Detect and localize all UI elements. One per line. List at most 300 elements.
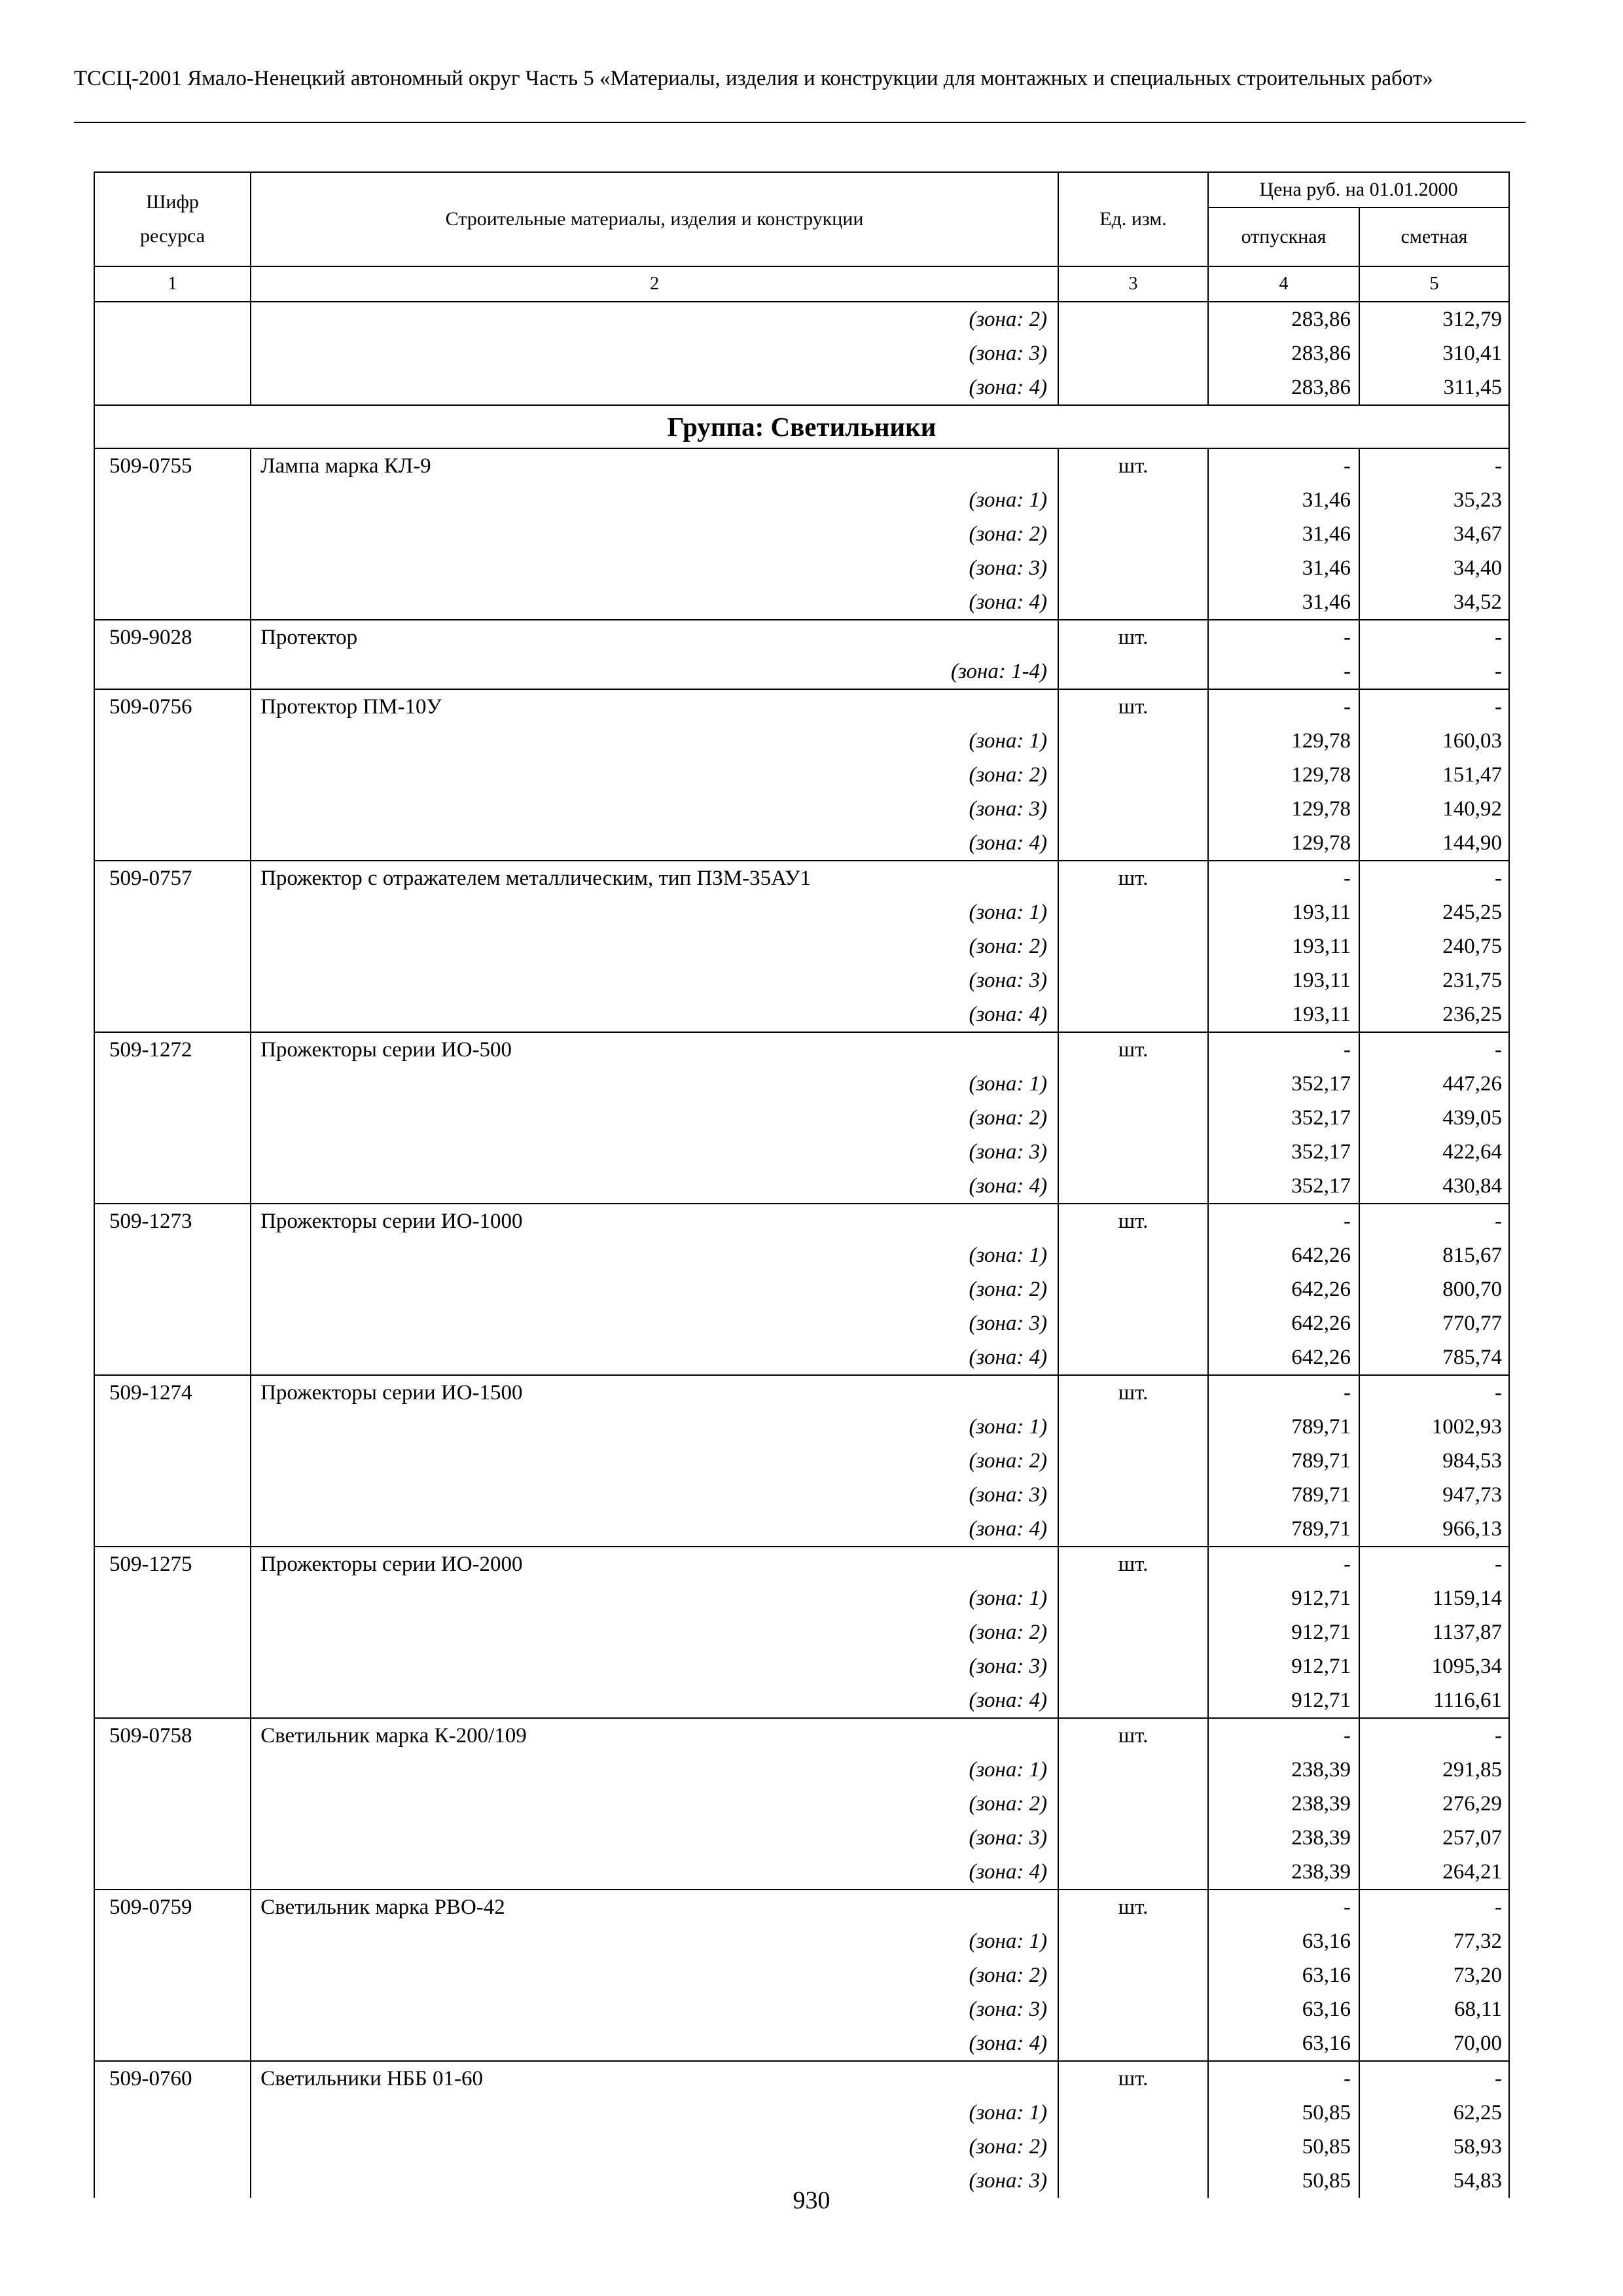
estimate-price: - bbox=[1359, 655, 1509, 689]
unit: шт. bbox=[1058, 861, 1208, 895]
resource-code-cell bbox=[94, 2026, 251, 2061]
zone-row bbox=[94, 792, 1509, 826]
zone-label: (зона: 4) bbox=[251, 585, 1058, 620]
unit-cell bbox=[1058, 724, 1208, 758]
estimate-price: - bbox=[1359, 620, 1509, 655]
release-price: 238,39 bbox=[1208, 1821, 1359, 1855]
release-price: 283,86 bbox=[1208, 336, 1359, 370]
zone-label: (зона: 2) bbox=[251, 929, 1058, 963]
table-row bbox=[94, 861, 1509, 895]
release-price: 283,86 bbox=[1208, 302, 1359, 336]
estimate-price: 439,05 bbox=[1359, 1101, 1509, 1135]
release-price: 193,11 bbox=[1208, 997, 1359, 1032]
estimate-price: 151,47 bbox=[1359, 758, 1509, 792]
estimate-price: 240,75 bbox=[1359, 929, 1509, 963]
unit-cell bbox=[1058, 1135, 1208, 1169]
resource-name: Прожекторы серии ИО-2000 bbox=[251, 1547, 1058, 1581]
release-price: 50,85 bbox=[1208, 2096, 1359, 2130]
estimate-price: 62,25 bbox=[1359, 2096, 1509, 2130]
unit-cell bbox=[1058, 585, 1208, 620]
zone-label: (зона: 1) bbox=[251, 1238, 1058, 1272]
resource-name: Протектор ПМ-10У bbox=[251, 689, 1058, 724]
zone-label: (зона: 2) bbox=[251, 758, 1058, 792]
resource-code-cell bbox=[94, 758, 251, 792]
release-price: 193,11 bbox=[1208, 963, 1359, 997]
resource-code-cell bbox=[94, 1101, 251, 1135]
zone-row bbox=[94, 585, 1509, 620]
table-row bbox=[94, 2061, 1509, 2096]
zone-row bbox=[94, 1478, 1509, 1512]
resource-code-cell bbox=[94, 302, 251, 336]
estimate-price: 34,52 bbox=[1359, 585, 1509, 620]
group-row bbox=[94, 405, 1509, 448]
table-row bbox=[94, 1204, 1509, 1238]
estimate-price: - bbox=[1359, 1890, 1509, 1924]
release-price: - bbox=[1208, 861, 1359, 895]
zone-row bbox=[94, 1306, 1509, 1340]
table-row bbox=[94, 1375, 1509, 1410]
release-price: 642,26 bbox=[1208, 1306, 1359, 1340]
zone-label: (зона: 2) bbox=[251, 1101, 1058, 1135]
estimate-price: 291,85 bbox=[1359, 1753, 1509, 1787]
zone-row bbox=[94, 1753, 1509, 1787]
resource-code: 509-1275 bbox=[94, 1547, 251, 1581]
estimate-price: 1137,87 bbox=[1359, 1615, 1509, 1649]
estimate-price: 1095,34 bbox=[1359, 1649, 1509, 1683]
col-header-price: Цена руб. на 01.01.2000 bbox=[1208, 172, 1509, 207]
zone-label: (зона: 2) bbox=[251, 517, 1058, 551]
resource-name: Светильники НББ 01-60 bbox=[251, 2061, 1058, 2096]
zone-label: (зона: 3) bbox=[251, 1821, 1058, 1855]
resource-code: 509-0760 bbox=[94, 2061, 251, 2096]
unit-cell bbox=[1058, 1924, 1208, 1958]
estimate-price: 785,74 bbox=[1359, 1340, 1509, 1375]
resource-code-cell bbox=[94, 1478, 251, 1512]
zone-label: (зона: 3) bbox=[251, 336, 1058, 370]
resource-code-cell bbox=[94, 1340, 251, 1375]
zone-label: (зона: 4) bbox=[251, 2026, 1058, 2061]
estimate-price: 245,25 bbox=[1359, 895, 1509, 929]
zone-label: (зона: 3) bbox=[251, 1478, 1058, 1512]
resource-code-cell bbox=[94, 2096, 251, 2130]
unit-cell bbox=[1058, 483, 1208, 517]
release-price: 352,17 bbox=[1208, 1135, 1359, 1169]
zone-row bbox=[94, 1855, 1509, 1890]
resource-code-cell bbox=[94, 1238, 251, 1272]
resource-code-cell bbox=[94, 1992, 251, 2026]
resource-code-cell bbox=[94, 1821, 251, 1855]
estimate-price: 257,07 bbox=[1359, 1821, 1509, 1855]
estimate-price: 1159,14 bbox=[1359, 1581, 1509, 1615]
zone-label: (зона: 1) bbox=[251, 1924, 1058, 1958]
resource-code-cell bbox=[94, 1787, 251, 1821]
unit-cell bbox=[1058, 1306, 1208, 1340]
page-number: 930 bbox=[793, 2187, 830, 2214]
release-price: 63,16 bbox=[1208, 2026, 1359, 2061]
zone-label: (зона: 1) bbox=[251, 1753, 1058, 1787]
resource-code-cell bbox=[94, 1958, 251, 1992]
table-header bbox=[94, 172, 1509, 302]
zone-row bbox=[94, 551, 1509, 585]
unit: шт. bbox=[1058, 1204, 1208, 1238]
release-price: 50,85 bbox=[1208, 2164, 1359, 2198]
estimate-price: 1002,93 bbox=[1359, 1410, 1509, 1444]
resource-name: Прожекторы серии ИО-500 bbox=[251, 1032, 1058, 1067]
resource-code: 509-0758 bbox=[94, 1718, 251, 1753]
zone-label: (зона: 2) bbox=[251, 1787, 1058, 1821]
release-price: - bbox=[1208, 1890, 1359, 1924]
release-price: - bbox=[1208, 2061, 1359, 2096]
estimate-price: 140,92 bbox=[1359, 792, 1509, 826]
release-price: - bbox=[1208, 1204, 1359, 1238]
zone-row bbox=[94, 370, 1509, 405]
resource-code-cell bbox=[94, 336, 251, 370]
zone-label: (зона: 3) bbox=[251, 551, 1058, 585]
resource-code-cell bbox=[94, 1855, 251, 1890]
zone-row bbox=[94, 1924, 1509, 1958]
zone-label: (зона: 4) bbox=[251, 997, 1058, 1032]
zone-row bbox=[94, 483, 1509, 517]
estimate-price: 70,00 bbox=[1359, 2026, 1509, 2061]
resource-name: Светильник марка К-200/109 bbox=[251, 1718, 1058, 1753]
zone-label: (зона: 4) bbox=[251, 370, 1058, 405]
release-price: - bbox=[1208, 1718, 1359, 1753]
estimate-price: 236,25 bbox=[1359, 997, 1509, 1032]
unit-cell bbox=[1058, 1855, 1208, 1890]
release-price: 912,71 bbox=[1208, 1581, 1359, 1615]
header-rule bbox=[74, 122, 1525, 123]
estimate-price: - bbox=[1359, 2061, 1509, 2096]
unit-cell bbox=[1058, 655, 1208, 689]
release-price: 283,86 bbox=[1208, 370, 1359, 405]
col-number: 3 bbox=[1058, 266, 1208, 302]
zone-row bbox=[94, 1410, 1509, 1444]
resource-code-cell bbox=[94, 655, 251, 689]
zone-row bbox=[94, 826, 1509, 861]
unit: шт. bbox=[1058, 1547, 1208, 1581]
table-row bbox=[94, 1547, 1509, 1581]
zone-row bbox=[94, 1135, 1509, 1169]
zone-row bbox=[94, 1992, 1509, 2026]
resource-name: Прожекторы серии ИО-1500 bbox=[251, 1375, 1058, 1410]
resource-code: 509-0759 bbox=[94, 1890, 251, 1924]
release-price: 642,26 bbox=[1208, 1272, 1359, 1306]
col-header-estimate: сметная bbox=[1359, 207, 1509, 266]
table-row bbox=[94, 448, 1509, 483]
release-price: 31,46 bbox=[1208, 483, 1359, 517]
zone-row bbox=[94, 2130, 1509, 2164]
resource-code: 509-0757 bbox=[94, 861, 251, 895]
zone-row bbox=[94, 724, 1509, 758]
estimate-price: 422,64 bbox=[1359, 1135, 1509, 1169]
release-price: - bbox=[1208, 1547, 1359, 1581]
release-price: 352,17 bbox=[1208, 1169, 1359, 1204]
release-price: 789,71 bbox=[1208, 1512, 1359, 1547]
resource-name: Прожекторы серии ИО-1000 bbox=[251, 1204, 1058, 1238]
unit-cell bbox=[1058, 1478, 1208, 1512]
release-price: 31,46 bbox=[1208, 585, 1359, 620]
unit-cell bbox=[1058, 2130, 1208, 2164]
unit-cell bbox=[1058, 997, 1208, 1032]
zone-label: (зона: 2) bbox=[251, 1444, 1058, 1478]
zone-row bbox=[94, 1649, 1509, 1683]
unit-cell bbox=[1058, 895, 1208, 929]
group-title: Группа: Светильники bbox=[94, 405, 1509, 448]
zone-label: (зона: 1) bbox=[251, 1067, 1058, 1101]
unit-cell bbox=[1058, 1787, 1208, 1821]
unit-cell bbox=[1058, 758, 1208, 792]
col-header-release: отпускная bbox=[1208, 207, 1359, 266]
estimate-price: - bbox=[1359, 1032, 1509, 1067]
estimate-price: 77,32 bbox=[1359, 1924, 1509, 1958]
release-price: 238,39 bbox=[1208, 1855, 1359, 1890]
unit-cell bbox=[1058, 1340, 1208, 1375]
estimate-price: 770,77 bbox=[1359, 1306, 1509, 1340]
release-price: 352,17 bbox=[1208, 1067, 1359, 1101]
unit-cell bbox=[1058, 1512, 1208, 1547]
table-row bbox=[94, 1890, 1509, 1924]
resource-code: 509-1274 bbox=[94, 1375, 251, 1410]
resource-code: 509-1273 bbox=[94, 1204, 251, 1238]
unit-cell bbox=[1058, 1238, 1208, 1272]
zone-label: (зона: 1) bbox=[251, 895, 1058, 929]
resource-code-cell bbox=[94, 929, 251, 963]
zone-label: (зона: 2) bbox=[251, 2130, 1058, 2164]
zone-label: (зона: 3) bbox=[251, 963, 1058, 997]
unit-cell bbox=[1058, 1169, 1208, 1204]
zone-row bbox=[94, 1067, 1509, 1101]
release-price: 238,39 bbox=[1208, 1787, 1359, 1821]
price-table bbox=[94, 171, 1510, 2198]
release-price: 789,71 bbox=[1208, 1410, 1359, 1444]
release-price: - bbox=[1208, 655, 1359, 689]
zone-row bbox=[94, 997, 1509, 1032]
estimate-price: - bbox=[1359, 1718, 1509, 1753]
estimate-price: 447,26 bbox=[1359, 1067, 1509, 1101]
unit-cell bbox=[1058, 929, 1208, 963]
resource-name: Светильник марка РВО-42 bbox=[251, 1890, 1058, 1924]
resource-code: 509-1272 bbox=[94, 1032, 251, 1067]
release-price: 50,85 bbox=[1208, 2130, 1359, 2164]
estimate-price: 984,53 bbox=[1359, 1444, 1509, 1478]
estimate-price: 35,23 bbox=[1359, 483, 1509, 517]
table-body bbox=[94, 302, 1509, 2198]
resource-name: Лампа марка КЛ-9 bbox=[251, 448, 1058, 483]
unit: шт. bbox=[1058, 689, 1208, 724]
unit-cell bbox=[1058, 1581, 1208, 1615]
release-price: 789,71 bbox=[1208, 1478, 1359, 1512]
release-price: 63,16 bbox=[1208, 1924, 1359, 1958]
col-header-code: Шифр ресурса bbox=[94, 172, 251, 266]
zone-label: (зона: 1) bbox=[251, 724, 1058, 758]
resource-code-cell bbox=[94, 517, 251, 551]
table-row bbox=[94, 1032, 1509, 1067]
zone-row bbox=[94, 929, 1509, 963]
estimate-price: 311,45 bbox=[1359, 370, 1509, 405]
zone-label: (зона: 2) bbox=[251, 302, 1058, 336]
resource-code-cell bbox=[94, 1649, 251, 1683]
release-price: 912,71 bbox=[1208, 1683, 1359, 1718]
zone-label: (зона: 1) bbox=[251, 1581, 1058, 1615]
unit-cell bbox=[1058, 370, 1208, 405]
unit-cell bbox=[1058, 2096, 1208, 2130]
estimate-price: 310,41 bbox=[1359, 336, 1509, 370]
zone-row bbox=[94, 1272, 1509, 1306]
col-header-name: Строительные материалы, изделия и конструкции bbox=[251, 172, 1058, 266]
zone-label: (зона: 3) bbox=[251, 2164, 1058, 2198]
unit: шт. bbox=[1058, 1375, 1208, 1410]
zone-label: (зона: 4) bbox=[251, 826, 1058, 861]
zone-label: (зона: 3) bbox=[251, 792, 1058, 826]
release-price: 63,16 bbox=[1208, 1958, 1359, 1992]
release-price: 31,46 bbox=[1208, 551, 1359, 585]
resource-code: 509-0755 bbox=[94, 448, 251, 483]
unit-cell bbox=[1058, 1649, 1208, 1683]
unit-cell bbox=[1058, 551, 1208, 585]
release-price: - bbox=[1208, 620, 1359, 655]
zone-label: (зона: 4) bbox=[251, 1512, 1058, 1547]
zone-label: (зона: 1-4) bbox=[251, 655, 1058, 689]
unit-cell bbox=[1058, 792, 1208, 826]
resource-code-cell bbox=[94, 551, 251, 585]
unit-cell bbox=[1058, 1683, 1208, 1718]
release-price: 193,11 bbox=[1208, 929, 1359, 963]
unit: шт. bbox=[1058, 2061, 1208, 2096]
estimate-price: 144,90 bbox=[1359, 826, 1509, 861]
col-number: 5 bbox=[1359, 266, 1509, 302]
estimate-price: 54,83 bbox=[1359, 2164, 1509, 2198]
unit: шт. bbox=[1058, 1032, 1208, 1067]
table-row bbox=[94, 620, 1509, 655]
col-number: 2 bbox=[251, 266, 1058, 302]
unit-cell bbox=[1058, 1821, 1208, 1855]
unit-cell bbox=[1058, 302, 1208, 336]
release-price: 912,71 bbox=[1208, 1649, 1359, 1683]
resource-code-cell bbox=[94, 1512, 251, 1547]
zone-label: (зона: 3) bbox=[251, 1649, 1058, 1683]
release-price: 129,78 bbox=[1208, 792, 1359, 826]
zone-row bbox=[94, 517, 1509, 551]
resource-code-cell bbox=[94, 1135, 251, 1169]
resource-code: 509-9028 bbox=[94, 620, 251, 655]
unit-cell bbox=[1058, 1272, 1208, 1306]
resource-code-cell bbox=[94, 1444, 251, 1478]
release-price: 352,17 bbox=[1208, 1101, 1359, 1135]
zone-row bbox=[94, 1101, 1509, 1135]
zone-row bbox=[94, 1787, 1509, 1821]
estimate-price: - bbox=[1359, 689, 1509, 724]
resource-code-cell bbox=[94, 2130, 251, 2164]
resource-code-cell bbox=[94, 724, 251, 758]
unit-cell bbox=[1058, 1067, 1208, 1101]
estimate-price: 68,11 bbox=[1359, 1992, 1509, 2026]
unit-cell bbox=[1058, 1753, 1208, 1787]
estimate-price: 264,21 bbox=[1359, 1855, 1509, 1890]
estimate-price: 312,79 bbox=[1359, 302, 1509, 336]
resource-code: 509-0756 bbox=[94, 689, 251, 724]
resource-code-cell bbox=[94, 1306, 251, 1340]
estimate-price: 276,29 bbox=[1359, 1787, 1509, 1821]
resource-code-cell bbox=[94, 585, 251, 620]
zone-label: (зона: 4) bbox=[251, 1340, 1058, 1375]
zone-row bbox=[94, 2096, 1509, 2130]
resource-name: Протектор bbox=[251, 620, 1058, 655]
resource-code-cell bbox=[94, 895, 251, 929]
zone-row bbox=[94, 336, 1509, 370]
release-price: - bbox=[1208, 1032, 1359, 1067]
resource-code-cell bbox=[94, 1067, 251, 1101]
zone-row bbox=[94, 1340, 1509, 1375]
estimate-price: 73,20 bbox=[1359, 1958, 1509, 1992]
estimate-price: 160,03 bbox=[1359, 724, 1509, 758]
zone-row bbox=[94, 1581, 1509, 1615]
resource-code-cell bbox=[94, 1683, 251, 1718]
resource-code-cell bbox=[94, 1410, 251, 1444]
zone-row bbox=[94, 1683, 1509, 1718]
unit: шт. bbox=[1058, 1718, 1208, 1753]
zone-row bbox=[94, 302, 1509, 336]
resource-code-cell bbox=[94, 370, 251, 405]
zone-label: (зона: 3) bbox=[251, 1135, 1058, 1169]
zone-label: (зона: 2) bbox=[251, 1958, 1058, 1992]
release-price: 129,78 bbox=[1208, 826, 1359, 861]
resource-code-cell bbox=[94, 963, 251, 997]
document-header: ТССЦ-2001 Ямало-Ненецкий автономный округ Часть 5 «Материалы, изделия и конструкции для монтажных и специальных строительных работ» bbox=[74, 67, 1433, 90]
release-price: 238,39 bbox=[1208, 1753, 1359, 1787]
release-price: 642,26 bbox=[1208, 1340, 1359, 1375]
release-price: - bbox=[1208, 1375, 1359, 1410]
zone-label: (зона: 4) bbox=[251, 1169, 1058, 1204]
estimate-price: 800,70 bbox=[1359, 1272, 1509, 1306]
zone-row bbox=[94, 1444, 1509, 1478]
estimate-price: - bbox=[1359, 861, 1509, 895]
zone-label: (зона: 1) bbox=[251, 1410, 1058, 1444]
release-price: 63,16 bbox=[1208, 1992, 1359, 2026]
estimate-price: 231,75 bbox=[1359, 963, 1509, 997]
release-price: 31,46 bbox=[1208, 517, 1359, 551]
zone-row bbox=[94, 895, 1509, 929]
table-row bbox=[94, 1718, 1509, 1753]
unit-cell bbox=[1058, 826, 1208, 861]
estimate-price: - bbox=[1359, 1375, 1509, 1410]
unit: шт. bbox=[1058, 1890, 1208, 1924]
unit-cell bbox=[1058, 1410, 1208, 1444]
unit-cell bbox=[1058, 2026, 1208, 2061]
zone-label: (зона: 3) bbox=[251, 1306, 1058, 1340]
unit-cell bbox=[1058, 1101, 1208, 1135]
release-price: 129,78 bbox=[1208, 724, 1359, 758]
unit-cell bbox=[1058, 336, 1208, 370]
estimate-price: 815,67 bbox=[1359, 1238, 1509, 1272]
release-price: - bbox=[1208, 689, 1359, 724]
release-price: 789,71 bbox=[1208, 1444, 1359, 1478]
unit-cell bbox=[1058, 1958, 1208, 1992]
zone-row bbox=[94, 655, 1509, 689]
unit-cell bbox=[1058, 517, 1208, 551]
release-price: 129,78 bbox=[1208, 758, 1359, 792]
estimate-price: 1116,61 bbox=[1359, 1683, 1509, 1718]
resource-code-cell bbox=[94, 483, 251, 517]
estimate-price: 34,67 bbox=[1359, 517, 1509, 551]
release-price: 642,26 bbox=[1208, 1238, 1359, 1272]
unit-cell bbox=[1058, 1992, 1208, 2026]
zone-label: (зона: 2) bbox=[251, 1615, 1058, 1649]
estimate-price: - bbox=[1359, 1204, 1509, 1238]
zone-row bbox=[94, 1821, 1509, 1855]
unit-cell bbox=[1058, 963, 1208, 997]
zone-row bbox=[94, 1512, 1509, 1547]
zone-row bbox=[94, 963, 1509, 997]
